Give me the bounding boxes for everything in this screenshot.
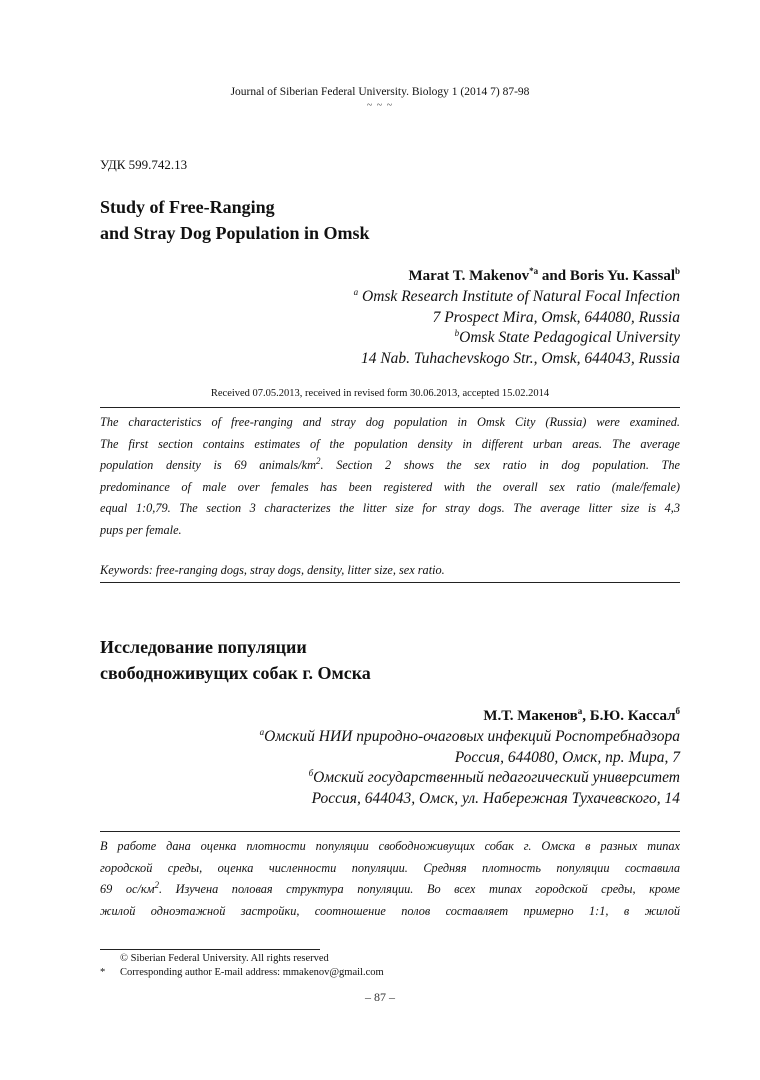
affiliation-a-line-2: 7 Prospect Mira, Omsk, 644080, Russia (432, 308, 680, 326)
affiliation-a-line-1: $^a$ Omsk Research Institute of Natural Focal Infection (353, 286, 680, 305)
ru-affiliation-a-line-2: Россия, 644080, Омск, пр. Мира, 7 (454, 748, 680, 766)
russian-title-line-1: Исследование популяции (100, 637, 307, 657)
abstract-bottom-rule (100, 582, 680, 583)
english-title-line-2: and Stray Dog Population in Omsk (100, 223, 370, 243)
header-ornament: ~ ~ ~ (366, 100, 394, 111)
english-abstract (100, 412, 680, 541)
english-author-names (354, 265, 680, 287)
journal-header: Journal of Siberian Federal University. Biology 1 (2014 7) 87-98 (230, 86, 530, 98)
abstract-line: predominance of male over females has been registered with the overall sex ratio (male/female) (100, 479, 680, 494)
ru-author-2-name: Б.Ю. Кассал (589, 708, 676, 724)
abstract-line: equal 1:0,79. The section 3 characterizes the litter size for stray dogs. The average litter size is 4,3 (100, 501, 680, 515)
abstract-line: жилой одноэтажной застройки, соотношение полов составляет примерно 1:1, в жилой (100, 903, 680, 918)
ru-author-1-name: М.Т. Макенов (483, 708, 578, 724)
abstract-top-rule (100, 407, 680, 408)
footnote-rule (100, 949, 320, 950)
abstract-line: population density is 69 animals/$km^2$. Section 2 shows the sex ratio in dog population. The (100, 455, 681, 472)
english-title-line-1: Study of Free-Ranging (100, 197, 275, 217)
affiliation-b-line-1: $^b$Omsk State Pedagogical University (454, 327, 680, 346)
abstract-line: 69 $ос/км^2$. Изучена половая структура популяции. Во всех типах городской среды, кроме (100, 879, 680, 896)
author-1-name: Marat T. Makenov (408, 268, 530, 284)
udk-code: УДК 599.742.13 (100, 157, 188, 172)
russian-title-line-2: свободноживущих собак г. Омска (100, 663, 371, 683)
author-1-sup: *a (529, 266, 539, 276)
page-number: – 87 – (365, 990, 395, 1004)
abstract-line: The characteristics of free-ranging and stray dog population in Omsk City (Russia) were examined. (100, 415, 680, 429)
ru-abstract-top-rule (100, 831, 680, 832)
russian-author-names: М.Т. Макенов$^а$, Б.Ю. Кассал$^б$ (483, 706, 680, 724)
author-2-name: Boris Yu. Kassal (569, 268, 675, 284)
author-conjunction: and (538, 268, 570, 284)
russian-authors-block (260, 705, 680, 809)
russian-title (100, 634, 371, 686)
abstract-line: pups per female. (100, 522, 182, 537)
received-dates: Received 07.05.2013, received in revised form 30.06.2013, accepted 15.02.2014 (210, 388, 550, 399)
affiliation-b-sup: b (454, 327, 460, 338)
keywords: Keywords: free-ranging dogs, stray dogs, density, litter size, sex ratio. (100, 563, 445, 577)
affiliation-b-line-2: 14 Nab. Tuhachevskogo Str., Omsk, 644043, Russia (360, 349, 680, 367)
ru-affiliation-b-line-2: Россия, 644043, Омск, ул. Набережная Тухачевского, 14 (311, 789, 680, 807)
abstract-line: The first section contains estimates of the population density in different urban areas. The average (100, 436, 680, 451)
author-2-sup: b (674, 266, 680, 276)
abstract-line: В работе дана оценка плотности популяции свободноживущих собак г. Омска в разных типах (100, 839, 680, 853)
abstract-line: городской среды, оценка численности популяции. Средняя плотность популяции составила (100, 860, 680, 875)
english-title (100, 194, 370, 246)
affiliation-a-sup: a (353, 286, 359, 297)
footnotes (100, 952, 384, 980)
ru-affiliation-a-line-1: $^а$Омский НИИ природно-очаговых инфекций Роспотребнадзора (259, 726, 680, 745)
english-authors-block (354, 265, 680, 369)
ru-affiliation-b-line-1: $^б$Омский государственный педагогический университет (308, 767, 680, 786)
russian-abstract (100, 836, 680, 922)
footnote-corresponding: * Corresponding author E-mail address: mmakenov@gmail.com (100, 967, 384, 978)
footnote-copyright: © Siberian Federal University. All rights reserved (120, 953, 329, 964)
